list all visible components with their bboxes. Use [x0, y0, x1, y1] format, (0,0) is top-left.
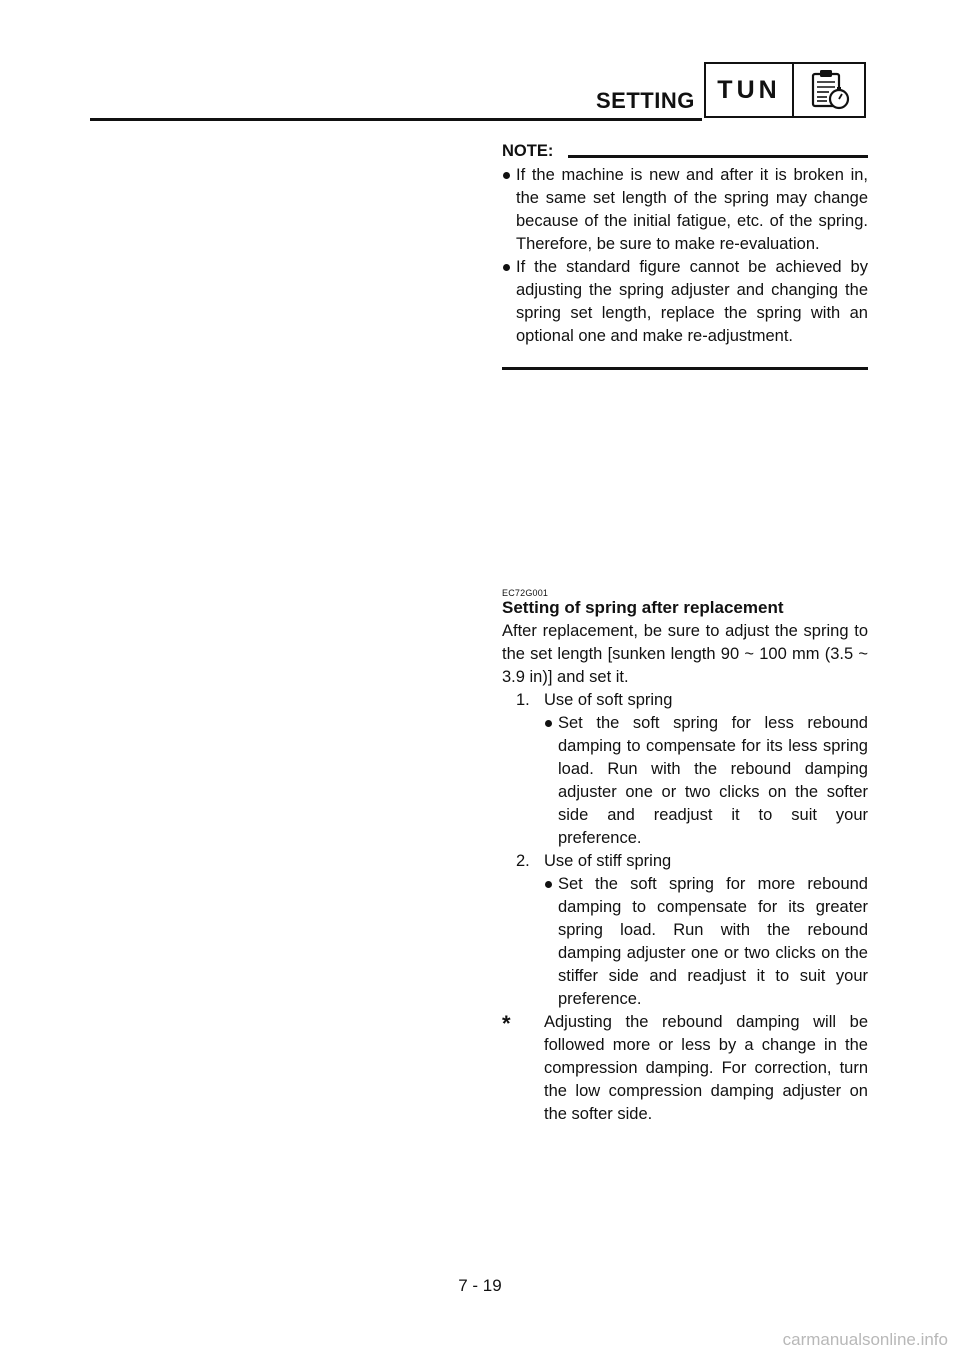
intro-paragraph: After replacement, be sure to adjust the spring to the set length [sunken length 90 ~ 100 mm (3.5 ~ 3.9 in)] and set it. — [502, 622, 868, 686]
asterisk-icon: * — [502, 1011, 511, 1036]
bullet-dot-icon — [503, 264, 510, 271]
step-bullet: Set the soft spring for less rebound damping to compensate for its less spring load. Run with the rebound damping adjuster one or two clicks on the softer side and readjust it to suit your preference. — [502, 712, 868, 850]
note-item: If the standard figure cannot be achieved by adjusting the spring adjuster and changing the spring set length, replace the spring with an optional one and make re-adjustment. — [502, 256, 868, 348]
step-label: Use of soft spring — [544, 691, 673, 709]
section-title: SETTING — [596, 88, 695, 113]
page-number: 7 - 19 — [458, 1276, 502, 1295]
section-body — [502, 620, 868, 1126]
bullet-dot-icon — [545, 720, 552, 727]
step-item — [502, 689, 868, 712]
note-rule-bottom — [502, 367, 868, 370]
step-item — [502, 850, 868, 873]
step-bullet: Set the soft spring for more rebound damping to compensate for its greater spring load. Run with the rebound damping adjuster one or two clicks on the stiffer side and readjust it to suit your preference. — [502, 873, 868, 1011]
section-heading: Setting of spring after replacement — [502, 598, 784, 617]
step-number: 1. — [516, 691, 530, 709]
chapter-tab — [704, 62, 866, 118]
step-label: Use of stiff spring — [544, 852, 672, 870]
note-label: NOTE: — [502, 142, 554, 160]
note-rule-top — [568, 155, 868, 158]
star-note: * Adjusting the rebound damping will be followed more or less by a change in the compression damping. For correction, turn the low compression damping adjuster on the softer side. — [502, 1011, 868, 1123]
bullet-dot-icon — [545, 881, 552, 888]
watermark: carmanualsonline.info — [782, 1330, 948, 1349]
chapter-code: TUN — [706, 64, 794, 116]
bullet-dot-icon — [503, 172, 510, 179]
stopwatch-clipboard-icon — [794, 64, 864, 116]
section-code: EC72G001 — [502, 588, 549, 598]
note-item: If the machine is new and after it is broken in, the same set length of the spring may change because of the initial fatigue, etc. of the spring. Therefore, be sure to make re-evaluation. — [502, 164, 868, 256]
note-list — [502, 164, 868, 348]
header-rule — [90, 118, 702, 121]
step-number: 2. — [516, 852, 530, 870]
